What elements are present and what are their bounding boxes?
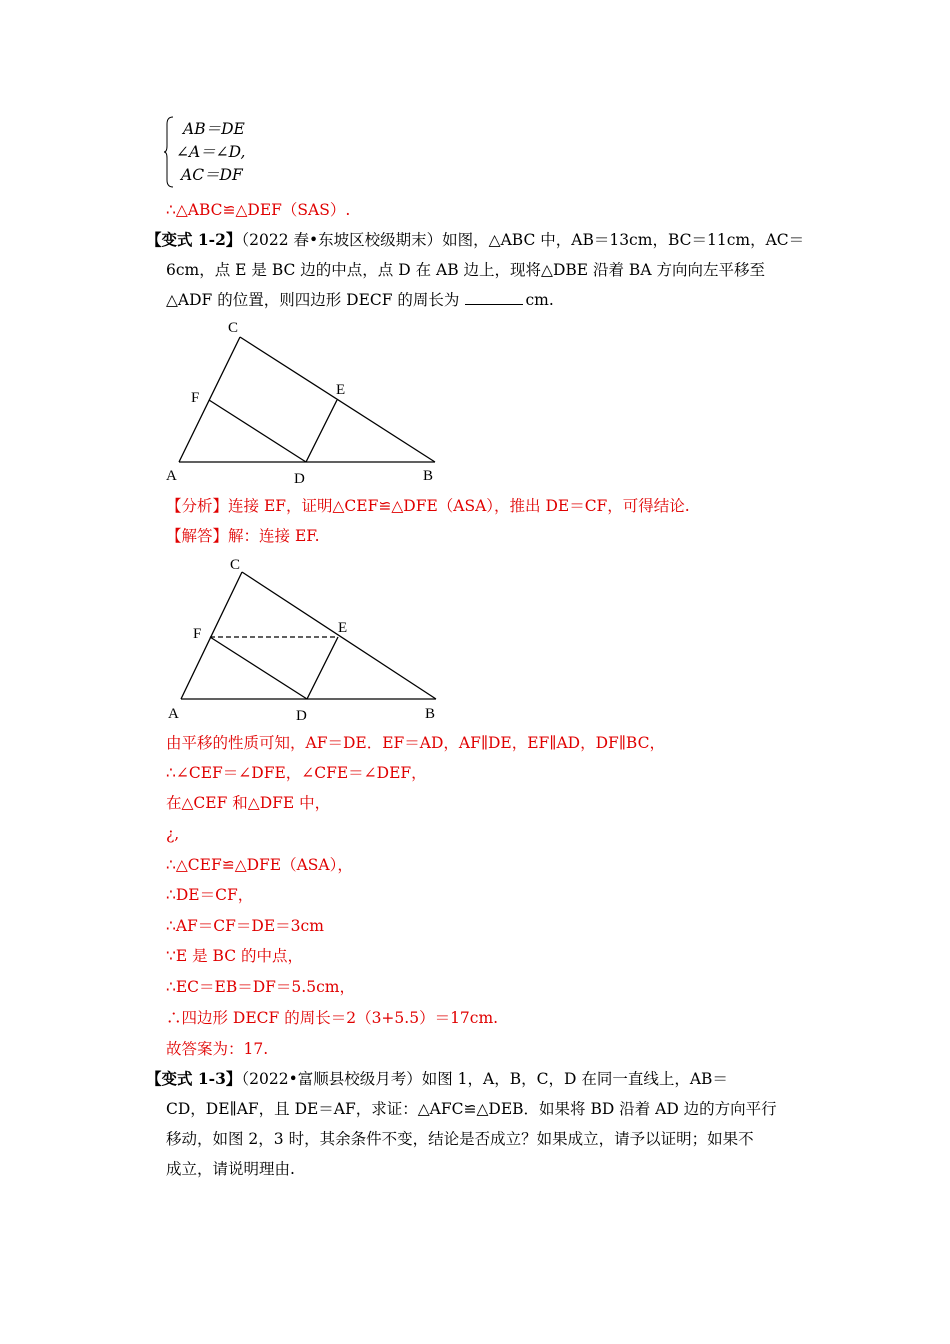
problem-1-2-line-2: 6cm，点 E 是 BC 边的中点，点 D 在 AB 边上，现将△DBE 沿着 BA 方向向左平移至 xyxy=(166,261,765,279)
answer-tag: 【解答】 xyxy=(166,527,229,545)
answer-line xyxy=(166,526,320,546)
problem-1-3-line-1 xyxy=(146,1069,728,1089)
triangle-figure-2 xyxy=(160,550,460,730)
fig1-label-e: E xyxy=(336,382,346,398)
fig1-label-d: D xyxy=(294,471,305,487)
solution-line-7: ∴AF＝CF＝DE＝3cm xyxy=(166,917,324,935)
fig1-label-a: A xyxy=(166,468,177,484)
fig1-label-f: F xyxy=(191,390,200,406)
fig1-label-b: B xyxy=(423,468,434,484)
problem-1-2-text-3a: △ADF 的位置，则四边形 DECF 的周长为 xyxy=(166,291,460,309)
problem-1-3-line-3: 移动，如图 2，3 时，其余条件不变，结论是否成立？如果成立，请予以证明；如果不 xyxy=(166,1130,754,1148)
equation-line-2 xyxy=(176,142,245,162)
problem-1-2-tag: 【变式 1-2】 xyxy=(146,230,242,249)
problem-1-3-text-1: （2022•富顺县校级月考）如图 1，A，B，C，D 在同一直线上，AB＝ xyxy=(241,1070,728,1088)
left-brace xyxy=(164,116,174,188)
solution-line-3: 在△CEF 和△DFE 中， xyxy=(166,794,331,812)
analysis-text: 连接 EF，证明△CEF≌△DFE（ASA），推出 DE＝CF，可得结论. xyxy=(228,497,690,515)
solution-line-8: ∵E 是 BC 的中点， xyxy=(166,947,303,965)
edge-ac xyxy=(181,572,242,699)
solution-line-6: ∴DE＝CF， xyxy=(166,886,254,904)
solution-line-4: ¿, xyxy=(166,825,180,843)
problem-1-2-line-1 xyxy=(146,230,804,250)
edge-cb xyxy=(240,337,435,462)
problem-1-3-line-4: 成立，请说明理由. xyxy=(166,1160,295,1178)
fig2-label-e: E xyxy=(338,620,348,636)
fig2-label-f: F xyxy=(193,626,202,642)
fig2-label-c: C xyxy=(230,557,241,573)
answer-text: 解：连接 EF. xyxy=(228,527,320,545)
problem-1-2-text-1: （2022 春•东坡区校级期末）如图，△ABC 中，AB＝13cm，BC＝11cm，AC＝ xyxy=(241,231,805,249)
equation-line-1: AB＝DE xyxy=(183,120,245,138)
analysis-tag: 【分析】 xyxy=(166,497,229,515)
edge-fd xyxy=(210,637,307,699)
solution-line-10: ∴四边形 DECF 的周长＝2（3+5.5）＝17cm. xyxy=(166,1009,499,1027)
edge-de xyxy=(307,637,338,699)
problem-1-3-line-2: CD，DE∥AF，且 DE＝AF，求证：△AFC≌△DEB．如果将 BD 沿着 AD 边的方向平行 xyxy=(166,1100,777,1118)
solution-line-11: 故答案为：17. xyxy=(166,1040,269,1058)
edge-ac xyxy=(179,337,240,462)
solution-line-1: 由平移的性质可知，AF＝DE．EF＝AD，AF∥DE，EF∥AD，DF∥BC， xyxy=(166,734,665,752)
triangle-figure-1 xyxy=(160,310,460,490)
fig2-label-a: A xyxy=(168,706,179,722)
problem-1-2-line-3 xyxy=(166,290,554,310)
fig2-label-d: D xyxy=(296,708,307,724)
conclusion-line: ∴△ABC≌△DEF（SAS）. xyxy=(166,201,351,219)
problem-1-3-tag: 【变式 1-3】 xyxy=(146,1069,242,1088)
solution-line-5: ∴△CEF≌△DFE（ASA）， xyxy=(166,856,353,874)
analysis-line xyxy=(166,496,690,516)
edge-de xyxy=(306,400,337,462)
fig2-label-b: B xyxy=(425,706,436,722)
equation-line-3: AC＝DF xyxy=(181,166,243,184)
problem-1-2-text-3b: cm. xyxy=(525,291,554,309)
answer-blank xyxy=(465,290,523,305)
solution-line-2: ∴∠CEF＝∠DFE，∠CFE＝∠DEF， xyxy=(166,764,427,782)
fig1-label-c: C xyxy=(228,320,239,336)
solution-line-9: ∴EC＝EB＝DF＝5.5cm， xyxy=(166,978,355,996)
edge-fd xyxy=(209,400,306,462)
equation-line-2-text: ∠A＝∠D, xyxy=(176,143,246,161)
